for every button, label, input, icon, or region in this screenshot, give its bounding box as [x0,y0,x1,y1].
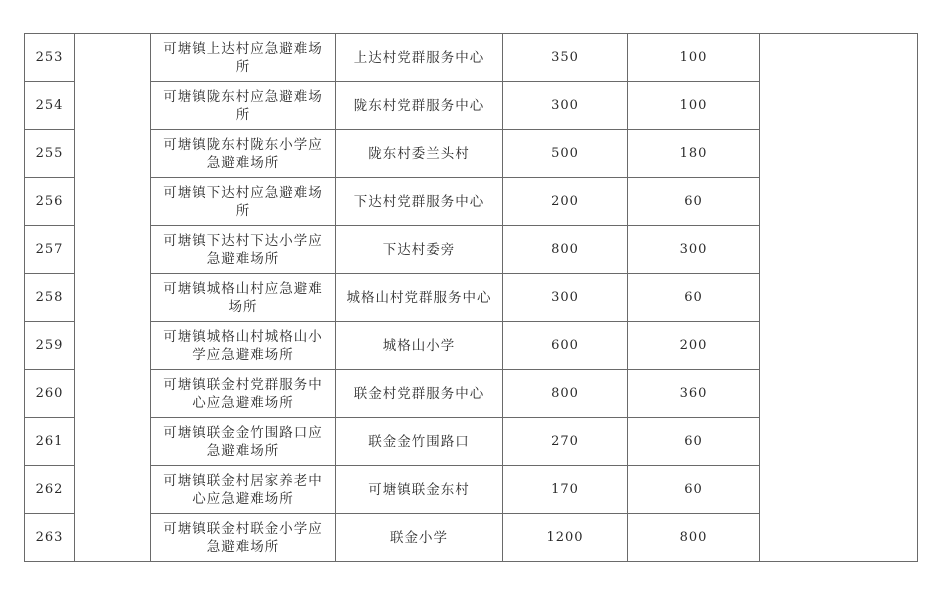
cell-capacity: 60 [684,433,703,449]
cell-number: 257 [35,241,64,257]
cell-number: 255 [35,145,64,161]
cell-location: 陇东村委兰头村 [368,145,470,162]
cell-shelter-name: 可塘镇陇东村陇东小学应急避难场所 [163,136,323,171]
cell-shelter-name: 可塘镇城格山村应急避难场所 [163,280,323,315]
cell-shelter-name: 可塘镇城格山村城格山小学应急避难场所 [163,328,323,363]
cell-area: 300 [551,289,579,305]
cell-area: 800 [551,241,579,257]
cell-capacity: 100 [679,49,708,65]
cell-shelter-name: 可塘镇下达村下达小学应急避难场所 [163,232,323,267]
table-horizontal-rule [24,561,918,562]
cell-capacity: 100 [679,97,708,113]
cell-capacity: 300 [679,241,708,257]
cell-number: 263 [35,529,64,545]
cell-number: 260 [35,385,64,401]
cell-area: 350 [551,49,579,65]
cell-capacity: 60 [684,193,703,209]
cell-location: 城格山小学 [382,337,456,354]
cell-location: 联金小学 [390,529,448,546]
cell-area: 170 [551,481,579,497]
cell-location: 陇东村党群服务中心 [353,97,485,114]
cell-capacity: 200 [679,337,708,353]
cell-area: 300 [551,97,579,113]
cell-area: 800 [551,385,579,401]
cell-number: 261 [35,433,64,449]
cell-shelter-name: 可塘镇陇东村应急避难场所 [163,88,323,123]
cell-number: 258 [35,289,64,305]
cell-location: 上达村党群服务中心 [353,49,485,66]
cell-shelter-name: 可塘镇联金村居家养老中心应急避难场所 [163,472,323,507]
table-vertical-rule [917,33,918,561]
cell-capacity: 800 [679,529,708,545]
cell-number: 262 [35,481,64,497]
cell-area: 200 [551,193,579,209]
cell-capacity: 60 [684,289,703,305]
cell-shelter-name: 可塘镇下达村应急避难场所 [163,184,323,219]
cell-area: 270 [551,433,579,449]
table-vertical-rule [74,33,75,561]
cell-shelter-name: 可塘镇联金村联金小学应急避难场所 [163,520,323,555]
cell-number: 259 [35,337,64,353]
cell-shelter-name: 可塘镇联金村党群服务中心应急避难场所 [163,376,323,411]
cell-capacity: 360 [679,385,708,401]
cell-capacity: 60 [684,481,703,497]
cell-location: 联金村党群服务中心 [353,385,485,402]
cell-location: 可塘镇联金东村 [368,481,470,498]
cell-number: 253 [35,49,64,65]
cell-capacity: 180 [679,145,708,161]
cell-area: 1200 [546,529,584,545]
cell-location: 联金金竹围路口 [368,433,470,450]
cell-area: 600 [551,337,579,353]
cell-number: 256 [35,193,64,209]
cell-location: 下达村委旁 [382,241,456,258]
cell-shelter-name: 可塘镇联金金竹围路口应急避难场所 [163,424,323,459]
cell-shelter-name: 可塘镇上达村应急避难场所 [163,40,323,75]
cell-area: 500 [551,145,579,161]
cell-location: 下达村党群服务中心 [353,193,485,210]
cell-location: 城格山村党群服务中心 [346,289,492,306]
cell-number: 254 [35,97,64,113]
table-vertical-rule [759,33,760,561]
